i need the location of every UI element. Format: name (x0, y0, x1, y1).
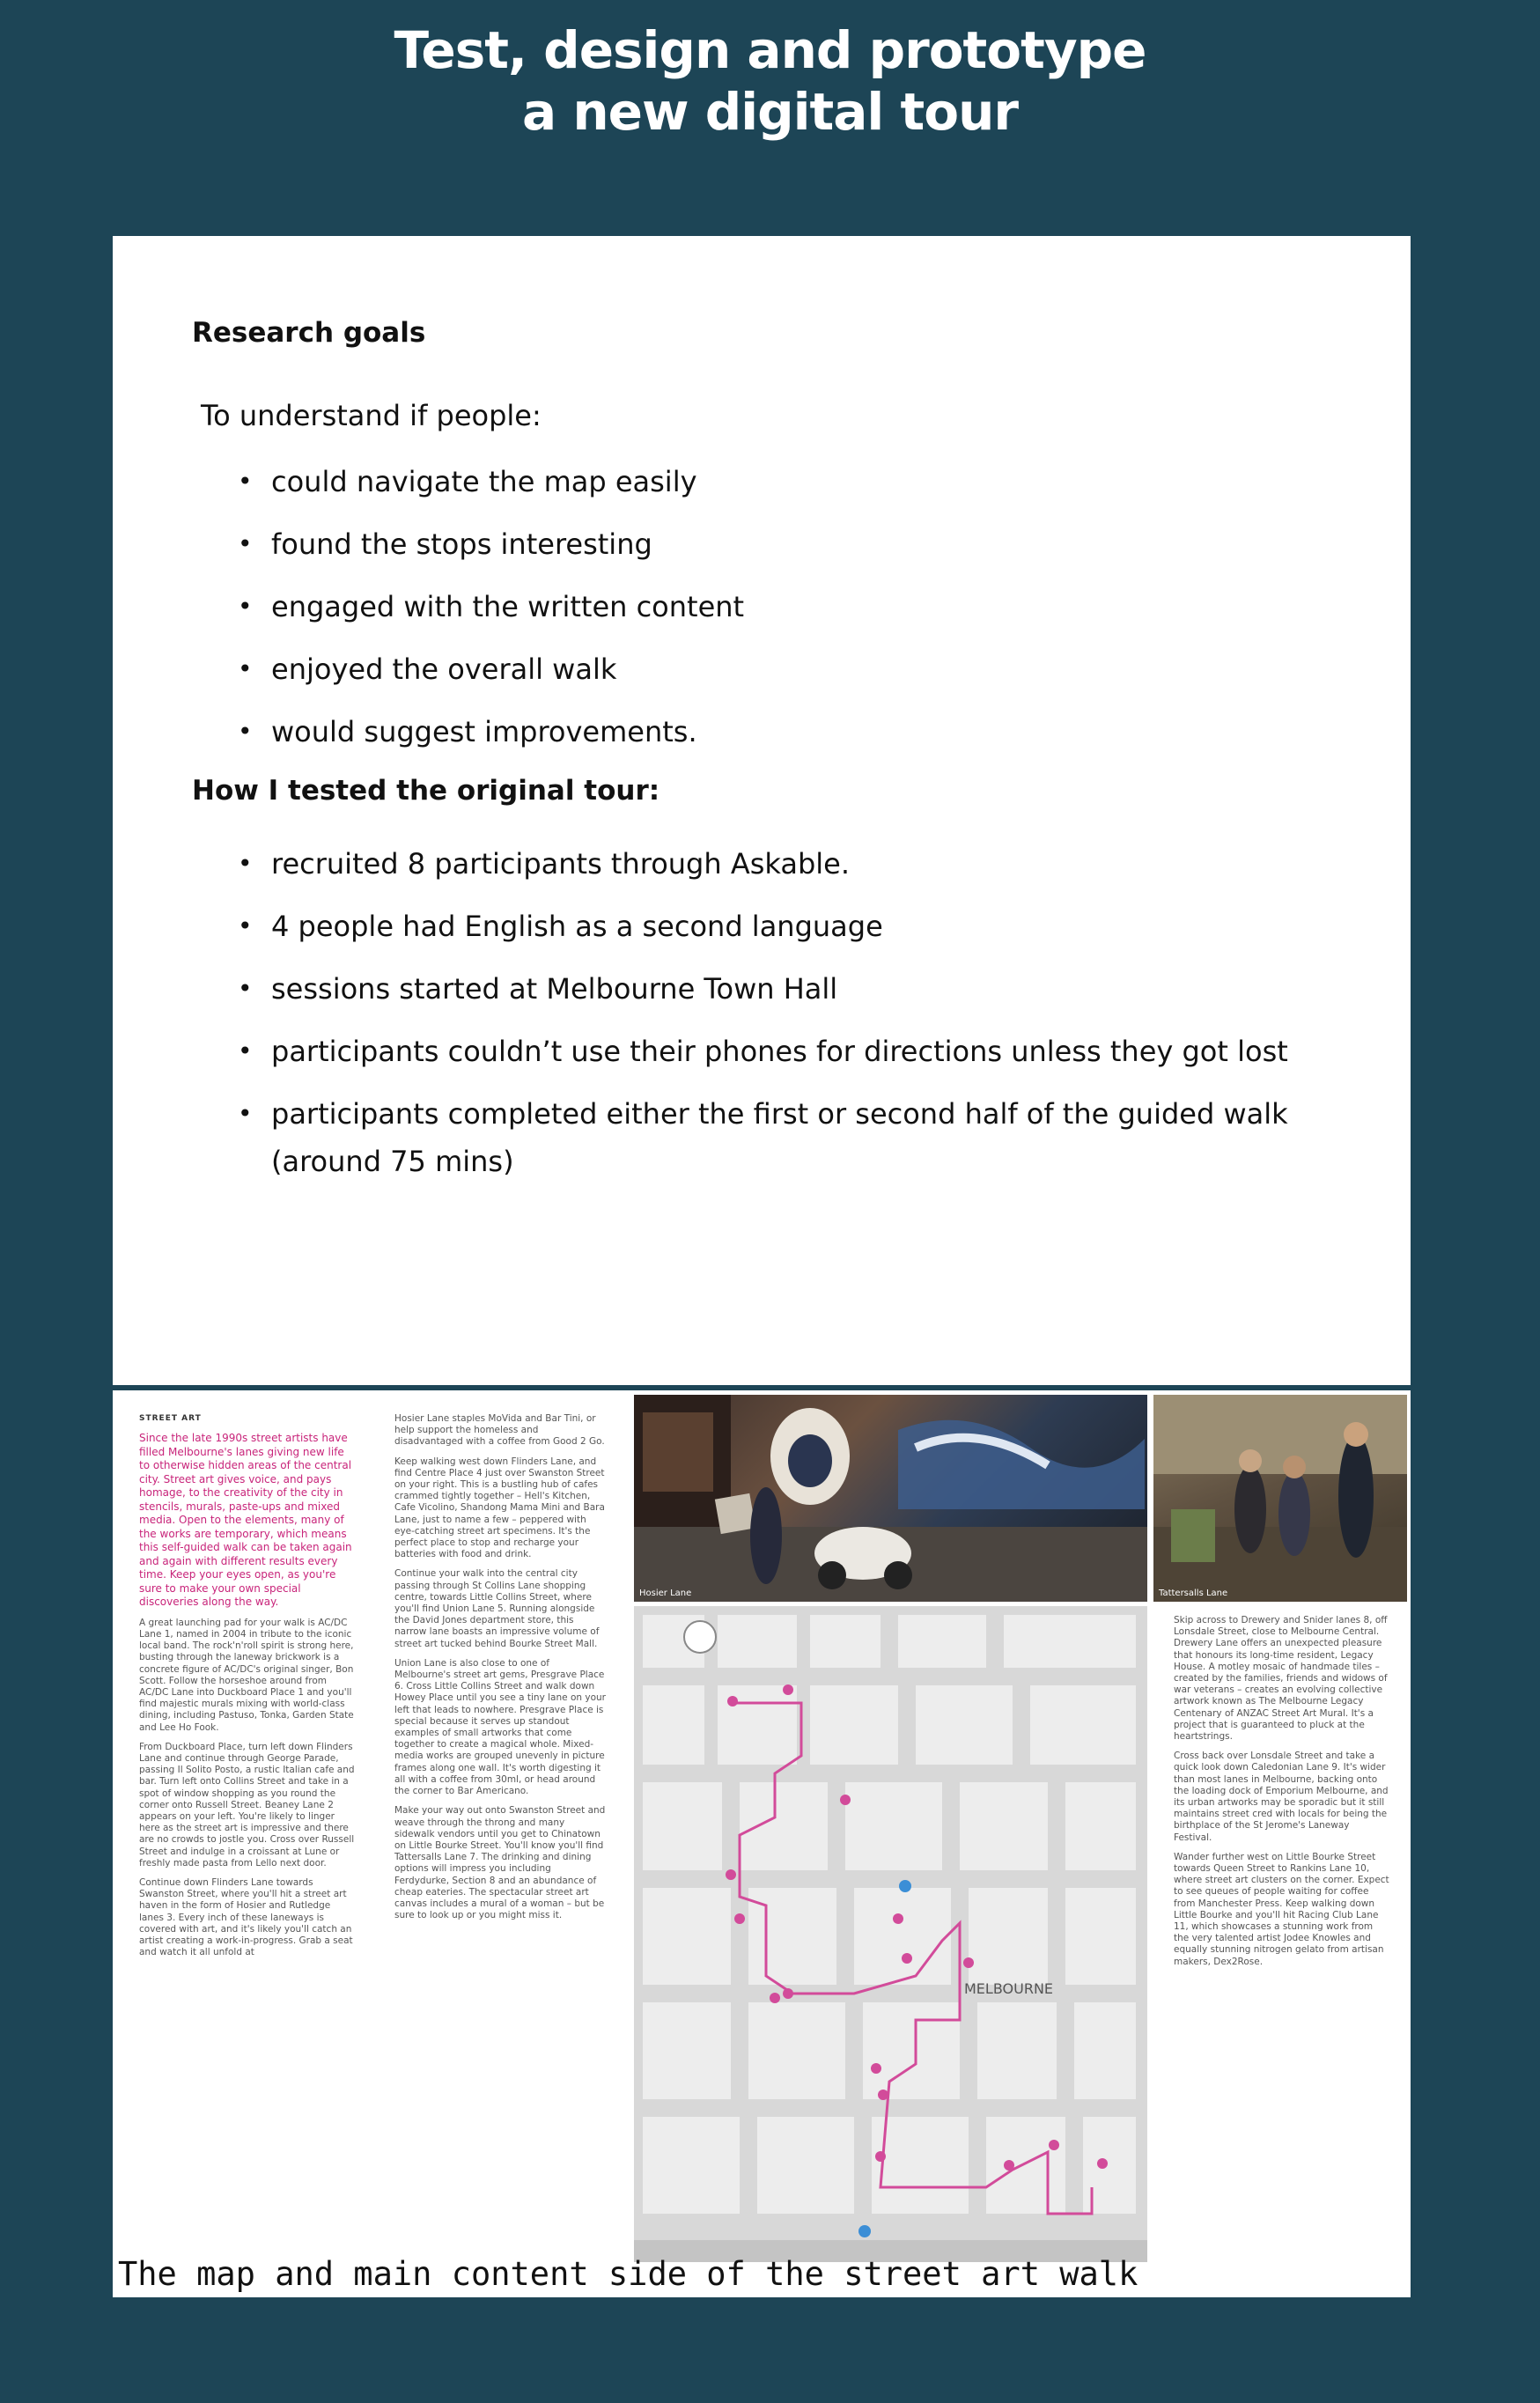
list-item: • enjoyed the overall walk (192, 645, 1363, 693)
brochure-paragraph: Wander further west on Little Bourke Street towards Queen Street to Rankins Lane 10, where street art clusters on the corner. Expect to see queues of people waiting for coffee from Manchester Press. Keep walking down Little Bourke and you'll hit Racing Club Lane 11, which showcases a stunning work from the very talented artist Jodee Knowles and equally stunning nitrogen gelato from artisan makers, Dex2Rose. (1174, 1851, 1389, 1967)
research-card (113, 236, 1411, 1385)
photo-caption: Hosier Lane (639, 1588, 692, 1598)
tattersalls-lane-photo (1153, 1395, 1407, 1602)
image-caption: The map and main content side of the street art walk (118, 2255, 1138, 2293)
brochure-paragraph: Keep walking west down Flinders Lane, and find Centre Place 4 just over Swanston Street on your right. This is a bustling hub of cafes crammed tightly together – Hell's Kitchen, Cafe Vicolino, Shandong Mama Mini and Bara Lane, just to name a few – peppered with eye-catching street art specimens. It's the perfect place to stop and recharge your batteries with food and drink. (394, 1456, 605, 1560)
brochure-paragraph: Skip across to Drewery and Snider lanes 8, off Lonsdale Street, close to Melbourne Central. Drewery Lane offers an unexpected pleasure that honours its long-time resident, Legacy House. A motley mosaic of handmade tiles – created by the families, friends and widows of war veterans – creates an evolving collective artwork known as The Melbourne Legacy Centenary of ANZAC Street Art Mural. It's a project that is guaranteed to pluck at the heartstrings. (1174, 1615, 1388, 1743)
page-title (0, 19, 1540, 143)
street-art-photo-icon (634, 1395, 1147, 1602)
brochure-paragraph: From Duckboard Place, turn left down Flinders Lane and continue through George Parade, passing Il Solito Posto, a rustic Italian cafe and bar. Turn left onto Collins Street and take in a spot of window shopping as you round the corner onto Russell Street. Beaney Lane 2 appears on your left. You're likely to linger here as the street art is impressive and there are no crowds to jostle you. Cross over Russell Street and indulge in a croissant at Lune or freshly made pasta from Lello next door. (139, 1741, 355, 1869)
street-art-map (634, 1606, 1147, 2262)
list-item: • recruited 8 participants through Askable. (192, 840, 1363, 888)
list-item: • found the stops interesting (192, 520, 1363, 568)
testing-heading: How I tested the original tour: (192, 775, 660, 807)
list-item: • participants couldn’t use their phones for directions unless they got lost (192, 1028, 1363, 1075)
research-goals-list (192, 458, 1363, 756)
research-intro: To understand if people: (201, 399, 542, 432)
testing-list (192, 840, 1363, 1185)
brochure-paragraph: Continue down Flinders Lane towards Swanston Street, where you'll hit a street art haven in the form of Hosier and Rutledge lanes 3. Every inch of these laneways is covered with art, and it's likely you'll catch an artist creating a work-in-progress. Grab a seat and watch it all unfold at (139, 1876, 353, 1958)
list-item: • engaged with the written content (192, 583, 1363, 630)
brochure-paragraph: Continue your walk into the central city passing through St Collins Lane shopping centre, towards Little Collins Street, where you'll find Union Lane 5. Running alongside the David Jones department store, this narrow lane boasts an impressive volume of street art tucked behind Bourke Street Mall. (394, 1568, 600, 1649)
people-photo-icon (1153, 1395, 1407, 1602)
research-card-content (192, 315, 1363, 1203)
map-city-label: MELBOURNE (964, 1980, 1054, 1997)
hosier-lane-photo (634, 1395, 1147, 1602)
brochure-paragraph: Cross back over Lonsdale Street and take a quick look down Caledonian Lane 9. It's wider than most lanes in Melbourne, backing onto the loading dock of Emporium Melbourne, and its urban artworks may be sporadic but it still maintains street cred with locals for being the birthplace of the St Jerome's Laneway Festival. (1174, 1751, 1389, 1843)
list-item: • would suggest improvements. (192, 708, 1363, 756)
page-title-line-2: a new digital tour (522, 82, 1018, 142)
brochure-paragraph: Make your way out onto Swanston Street and weave through the throng and many sidewalk vendors until you get to Chinatown on Little Bourke Street. You'll know you'll find Tattersalls Lane 7. The drinking and dining options will impress you including Ferdydurke, Section 8 and an abundance of cheap eateries. The spectacular street art canvas includes a mural of a woman – but be sure to look up or you might miss it. (394, 1805, 606, 1921)
brochure-kicker: STREET ART (139, 1414, 202, 1423)
list-item: • sessions started at Melbourne Town Hall (192, 965, 1363, 1013)
list-item: • participants completed either the first or second half of the guided walk (around 75 mins) (192, 1090, 1363, 1185)
list-item: • could navigate the map easily (192, 458, 1363, 505)
brochure-paragraph: A great launching pad for your walk is AC/DC Lane 1, named in 2004 in tribute to the iconic local band. The rock'n'roll spirit is strong here, busting through the laneway brickwork is a concrete figure of AC/DC's original singer, Bon Scott. Follow the horseshoe around from AC/DC Lane into Duckboard Place 1 and you'll find majestic murals mixing with world-class dining, including Pastuso, Tonka, Garden State and Lee Ho Fook. (139, 1617, 354, 1733)
research-goals-heading: Research goals (192, 317, 426, 349)
brochure-paragraph: Union Lane is also close to one of Melbourne's street art gems, Presgrave Place 6. Cross Little Collins Street and walk down Howey Place until you see a tiny lane on your left that leads to nowhere. Presgrave Place is special because it serves up standout examples of small artworks that come together to create a magical whole. Mixed-media works are grouped unevenly in picture frames along one wall. It's worth digesting it all with a coffee from 30ml, or head around the corner to Bar Americano. (394, 1657, 606, 1797)
brochure-paragraph: Hosier Lane staples MoVida and Bar Tini, or help support the homeless and disadvantaged with a coffee from Good 2 Go. (394, 1413, 605, 1448)
list-item: • 4 people had English as a second language (192, 903, 1363, 950)
brochure-column-3 (1174, 1615, 1389, 1976)
brochure-image (113, 1390, 1411, 2297)
page-title-line-1: Test, design and prototype (394, 20, 1146, 80)
photo-caption: Tattersalls Lane (1159, 1588, 1228, 1598)
brochure-column-1 (139, 1413, 357, 1966)
brochure-column-2 (394, 1413, 606, 1929)
map-icon (634, 1606, 1147, 2262)
brochure-intro: Since the late 1990s street artists have filled Melbourne's lanes giving new life to otherwise hidden areas of the central city. Street art gives voice, and pays homage, to the creativity of the city in stencils, murals, paste-ups and mixed media. Open to the elements, many of the works are temporary, which means this self-guided walk can be taken again and again with different results every time. Keep your eyes open, as you're sure to make your own special discoveries along the way. (139, 1432, 352, 1609)
